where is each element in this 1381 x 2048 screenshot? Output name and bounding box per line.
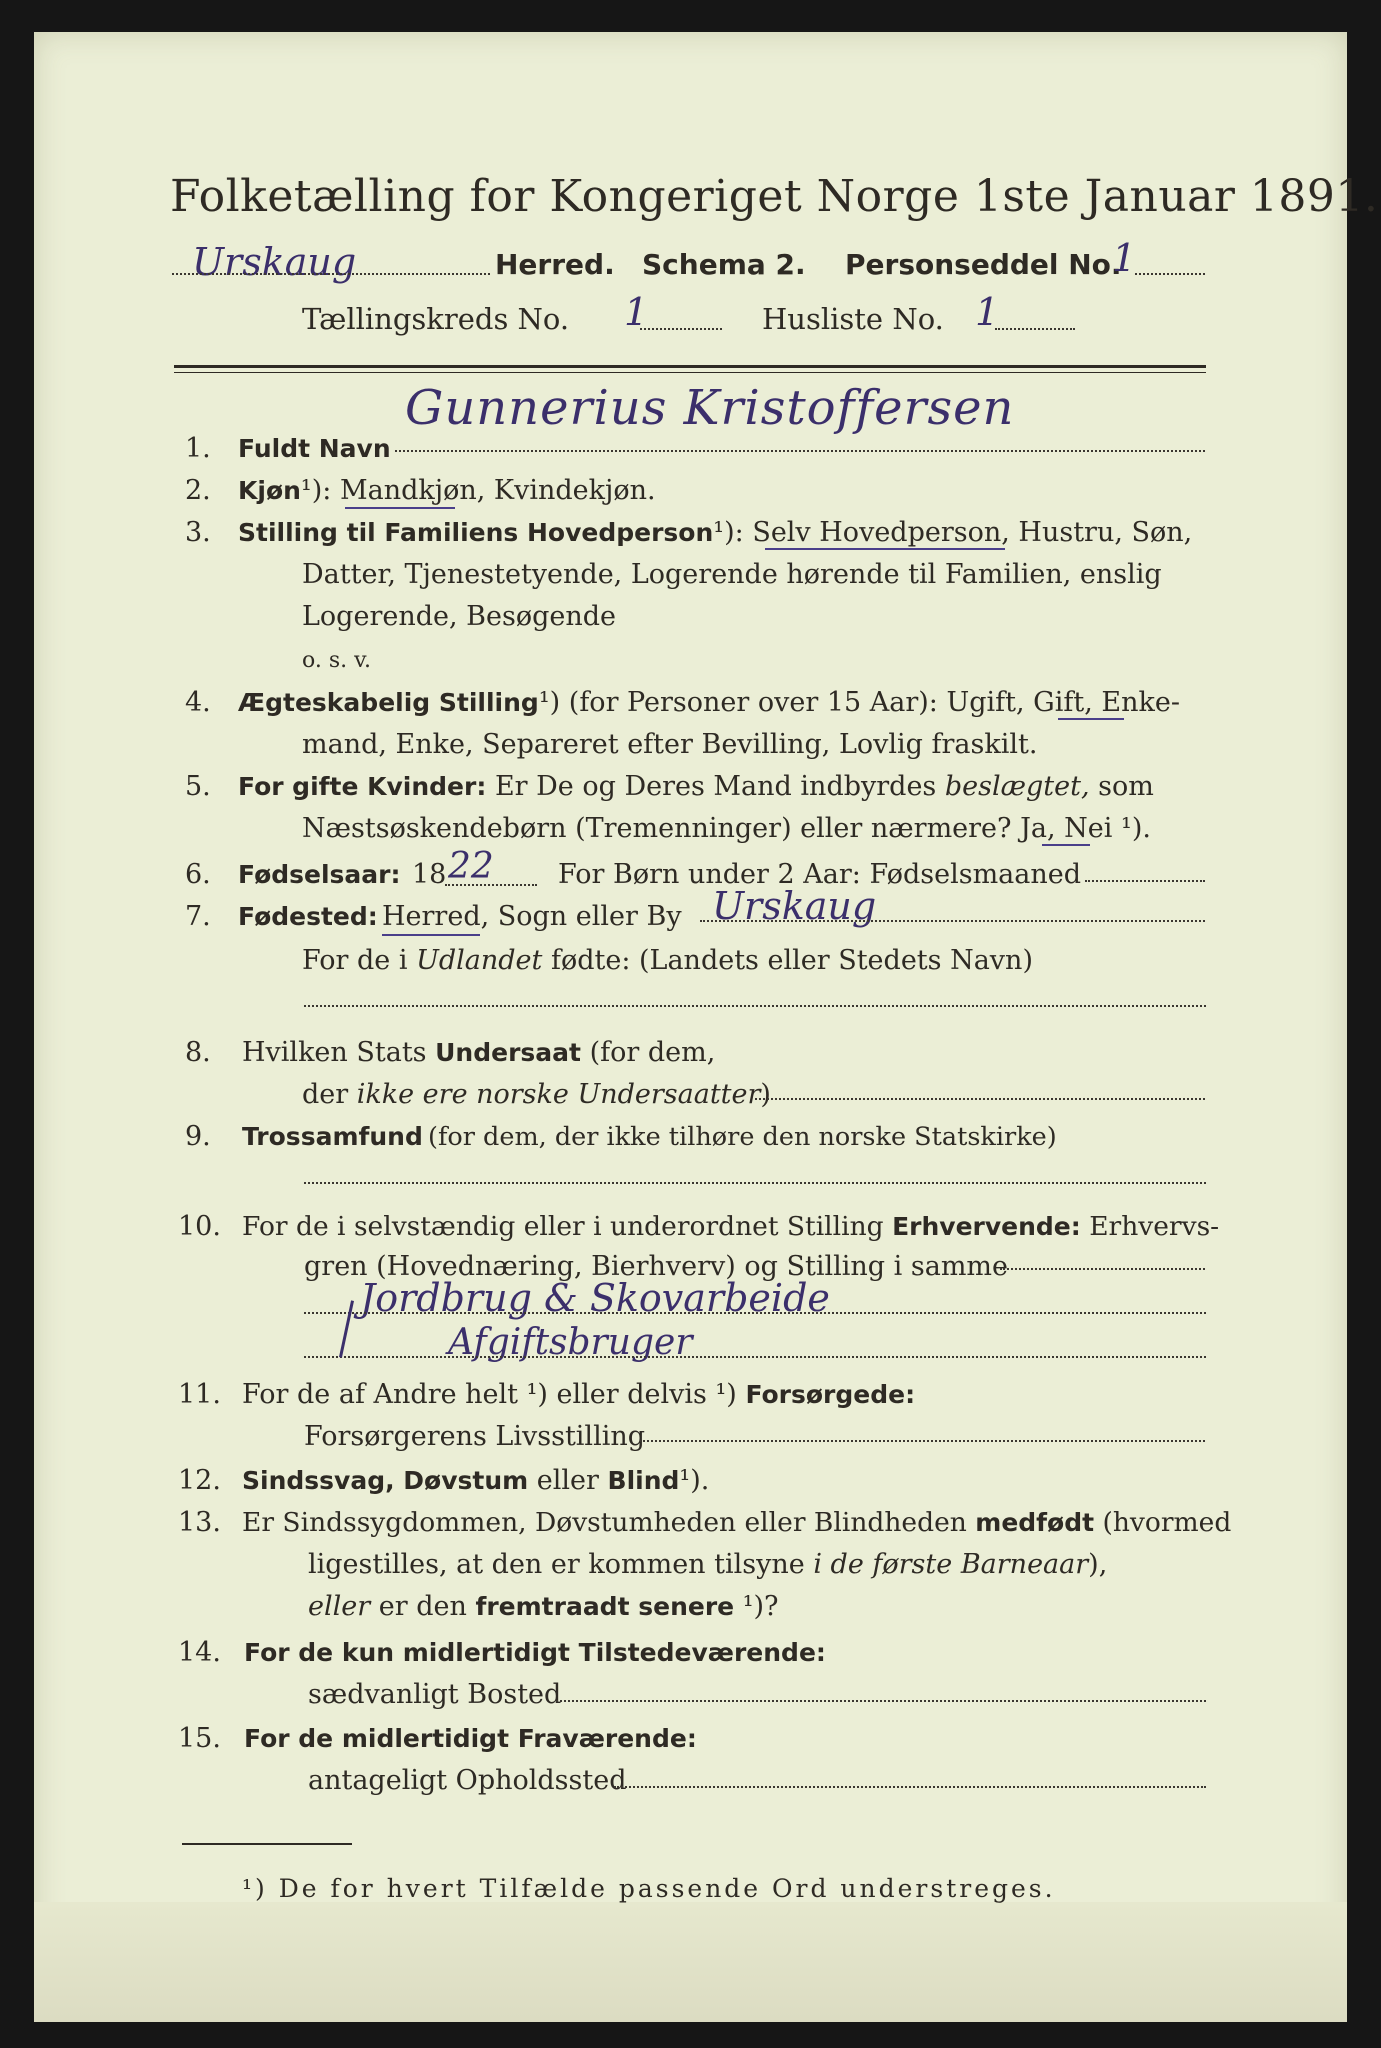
q6-year-dots [445,884,537,886]
q10-line1-b: Erhvervende: [892,1212,1081,1241]
kreds-dots [640,328,722,330]
q2-label: Kjøn [238,476,301,505]
q3-text1: : Selv Hovedperson, Hustru, Søn, [734,517,1193,548]
q13-line2-a: ligestilles, at den er kommen tilsyne [308,1549,805,1580]
q12-number: 12. [178,1465,221,1496]
q4-text1: (for Personer over 15 Aar): Ugift, Gift, Enke- [568,687,1180,718]
q11-line1-b: Forsørgede: [745,1380,916,1409]
q15-number: 15. [178,1723,221,1754]
q10-value1: Jordbrug & Skovarbeide [360,1276,830,1320]
q12-label-b: Blind [607,1466,680,1495]
personseddel-label: Personseddel No. [845,248,1122,281]
q13-line1-b: medfødt [975,1508,1095,1537]
q13-number: 13. [178,1507,221,1538]
q9-rest: (for dem, der ikke tilhøre den norske Statskirke) [428,1122,1057,1152]
q13-line3 [308,1590,779,1624]
q8-line1-b: Undersaat [435,1038,581,1067]
husliste-dots [995,328,1075,330]
personseddel-dots [1135,273,1205,275]
q1-dots [395,450,1205,452]
q14-dots [556,1700,1206,1702]
q5-underline-nei [1042,844,1090,846]
q11-line1 [242,1378,915,1412]
q13-line2-b: ), [1088,1549,1108,1580]
kreds-value: 1 [624,290,649,334]
q11-line1-a: For de af Andre helt ¹) eller delvis ¹) [242,1379,737,1410]
name-value: Gunnerius Kristoffersen [405,380,1015,436]
husliste-label: Husliste No. [762,302,944,336]
q6-label: Fødselsaar: [238,860,401,889]
q3-sup: ¹) [713,517,735,548]
herred-label: Herred. [495,248,615,281]
q4-sup: ¹) [538,687,561,718]
q10-number: 10. [178,1211,221,1242]
q8-line2-a: der [302,1079,349,1110]
q13-line2 [308,1548,1107,1582]
q3-underline-selv [765,548,1005,550]
q3-line2: Datter, Tjenestetyende, Logerende hørende til Familien, enslig [302,559,1162,590]
q13-line1 [242,1506,1231,1540]
q7-place-value: Urskaug [712,884,877,928]
q7-line2-a: For de i [302,945,408,976]
q3-label: Stilling til Familiens Hovedperson [238,518,714,547]
q9-dots [304,1182,1206,1184]
q15-label: For de midlertidigt Fraværende: [244,1724,697,1753]
header-rule-thin [174,372,1206,373]
q5-label-a: For [238,772,284,801]
q13-line3-b: fremtraadt senere [475,1592,735,1621]
q2-options-b: , Kvindekjøn. [476,475,656,506]
footnote-rule [182,1843,352,1845]
q10-value1-dots [304,1312,1206,1314]
herred-value: Urskaug [192,240,357,284]
q5-text1-italic: beslægtet, [944,771,1090,802]
q5-text1: Er De og Deres Mand indbyrdes [494,771,937,802]
q7-dots [700,920,1205,922]
q8-line1-c: (for dem, [589,1037,716,1068]
q12-line [242,1464,709,1498]
q13-line2-italic: i de første Barneaar [813,1549,1089,1580]
q8-line2-italic: ikke ere norske Undersaatter [356,1079,761,1110]
q2-options-a: : Mandkjøn [322,475,477,506]
q10-line1-a: For de i selvstændig eller i underordnet Stilling [242,1211,884,1242]
q4-underline-gift [1058,718,1124,720]
q2-underline-mandkjon [345,507,455,509]
q9-number: 9. [185,1121,211,1152]
q6-month-dots [1085,880,1205,882]
q4-line2: mand, Enke, Separeret efter Bevilling, Lovlig fraskilt. [302,729,1038,760]
q3-line1 [238,516,1192,550]
q10-line1-c: Erhvervs- [1089,1211,1220,1242]
q8-dots [755,1098,1205,1100]
q3-line3: Logerende, Besøgende [302,601,616,632]
q6-prefix: 18 [412,859,447,890]
q10-line2: gren (Hovednæring, Bierhverv) og Stilling i samme [304,1251,1009,1282]
q8-line1 [242,1036,715,1070]
q10-line1 [242,1210,1219,1244]
paper-edge [34,1902,1347,2022]
q10-line2-dots [1000,1268,1205,1270]
q4-label: Ægteskabelig Stilling [238,688,539,717]
q11-dots [640,1440,1205,1442]
q7-label: Fødested: [238,902,378,931]
q4-number: 4. [185,687,211,718]
q15-dots [614,1786,1206,1788]
kreds-label: Tællingskreds No. [302,302,570,336]
q11-line2: Forsørgerens Livsstilling [304,1421,646,1452]
q6-year-value: 22 [448,846,494,887]
q3-number: 3. [185,517,211,548]
q7-line2-b: fødte: (Landets eller Stedets Navn) [550,945,1033,976]
q5-label-b: gifte Kvinder: [292,772,487,801]
schema-label: Schema 2. [642,248,806,281]
q13-line3-a: er den [378,1591,467,1622]
q6-rest: For Børn under 2 Aar: Fødselsmaaned [558,859,1082,890]
q7-number: 7. [185,901,211,932]
q7-line2 [302,944,1033,978]
q8-line2-b: ) [760,1079,771,1110]
q10-value2-dots [304,1356,1206,1358]
q1-number: 1. [185,433,211,464]
q12-label: Sindssvag, Døvstum [242,1466,529,1495]
q2-number: 2. [185,475,211,506]
q7-line2-italic: Udlandet [416,945,543,976]
q8-line1-a: Hvilken Stats [242,1037,427,1068]
q14-label: For de kun midlertidigt Tilstedeværende: [244,1638,826,1667]
q13-line1-c: (hvormed [1102,1507,1232,1538]
footnote: ¹) De for hvert Tilfælde passende Ord understreges. [242,1874,1056,1903]
q8-line2 [302,1078,771,1112]
q9-label: Trossamfund [242,1122,423,1151]
q6-number: 6. [185,859,211,890]
q8-number: 8. [185,1037,211,1068]
header-rule-thick [174,365,1206,368]
q10-value2: Afgiftsbruger [448,1322,693,1363]
q12-mid: eller [536,1465,599,1496]
q5-line1 [238,770,1154,804]
q13-line1-a: Er Sindssygdommen, Døvstumheden eller Blindheden [242,1507,967,1538]
q5-text1-end: som [1098,771,1154,802]
q3-line4: o. s. v. [302,648,371,673]
q13-line3-italic: eller [308,1591,371,1622]
form-title: Folketælling for Kongeriget Norge 1ste Januar 1891. [170,171,1379,222]
q5-line2: Næstsøskendebørn (Tremenninger) eller nærmere? Ja, Nei ¹). [302,813,1151,844]
q7-underline-herred [382,934,480,936]
personseddel-value: 1 [1112,236,1137,280]
q7-line1: Herred, Sogn eller By [382,901,682,932]
q4-line1 [238,686,1180,720]
q11-number: 11. [178,1379,221,1410]
q13-line3-c: ¹)? [742,1591,779,1622]
q1-label: Fuldt Navn [238,434,391,463]
q7-abroad-dots [304,1005,1206,1007]
q15-line2: antageligt Opholdssted [308,1765,627,1796]
q2-line [238,474,656,508]
q14-line2: sædvanligt Bosted [308,1679,562,1710]
q2-sup: ¹) [300,475,323,506]
q12-end: ¹). [679,1465,710,1496]
q5-number: 5. [185,771,211,802]
husliste-value: 1 [975,290,1000,334]
herred-dots [172,273,490,275]
q14-number: 14. [178,1637,221,1668]
